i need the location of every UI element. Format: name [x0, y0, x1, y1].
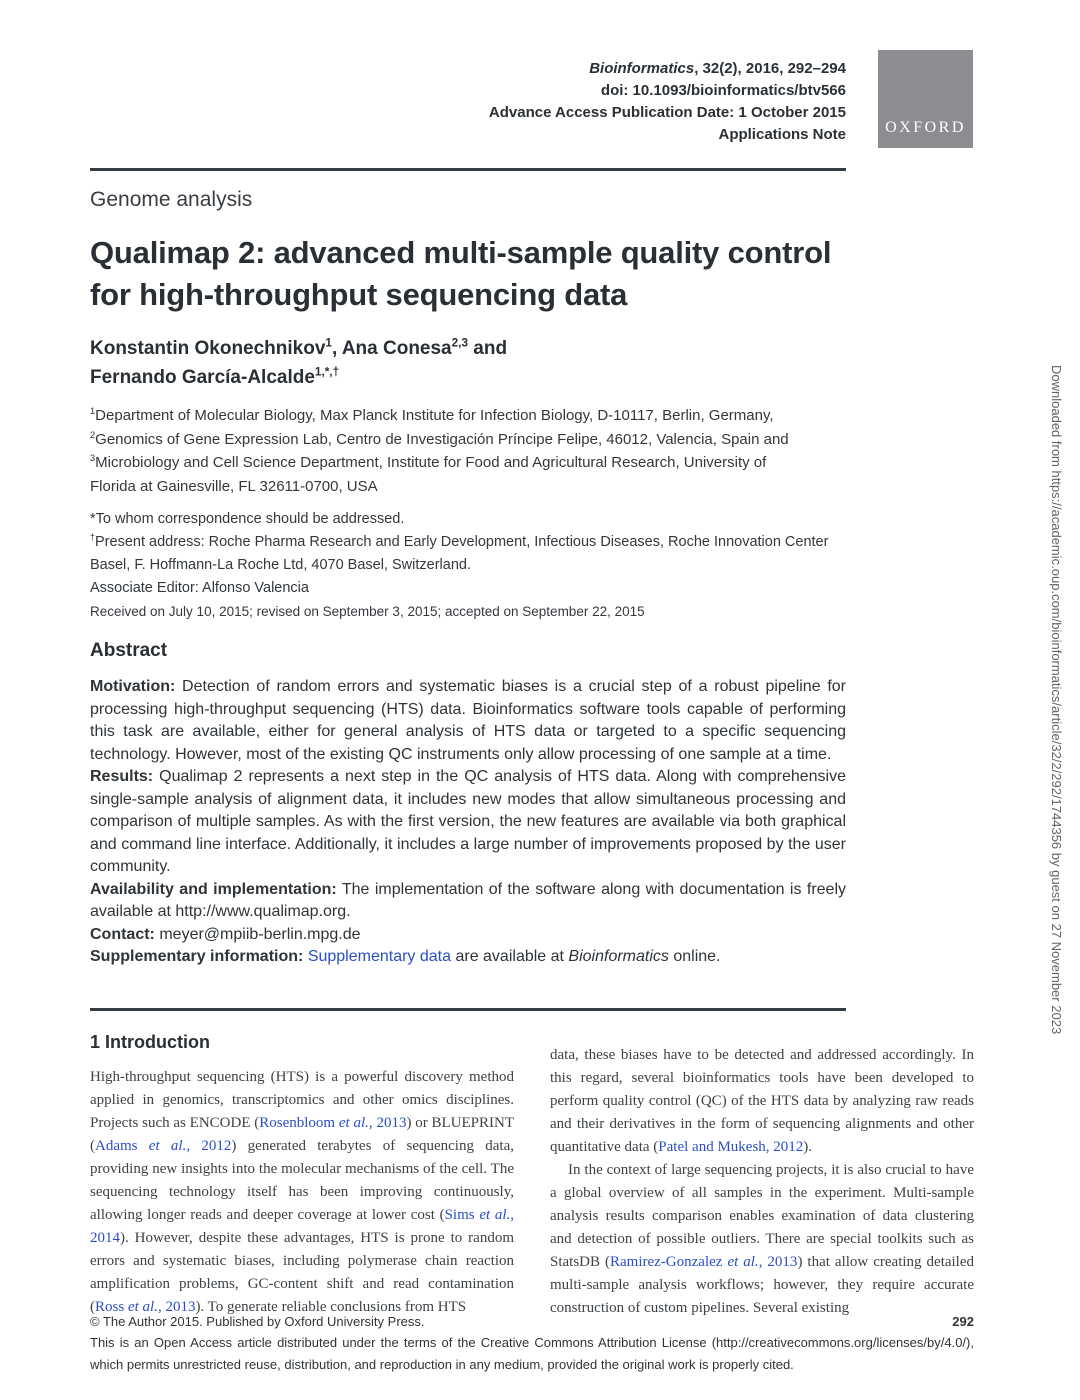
- text-segment: Qualimap 2 represents a next step in the QC analysis of HTS data. Along with comprehensive single-sample analysis of alignment data, it includes new modes that allow simultaneous processing and comparison of multiple samples. As with the first version, the new features are available via both graphical and command line interface. Additionally, it includes a large number of improvements proposed by the user community.: [90, 768, 846, 875]
- text-segment: 2: [90, 429, 96, 440]
- abstract-paragraph-availability: [90, 879, 846, 924]
- text-segment: ). However, despite these advantages, HTS is prone to random errors and systematic biases, including polymerase chain reaction amplification problems, GC-content shift and read contamination (: [90, 1230, 514, 1315]
- text-segment: Contact:: [90, 925, 155, 943]
- text-segment: Genomics of Gene Expression Lab, Centro de Investigación Príncipe Felipe, 46012, Valencia, Spain and: [95, 430, 789, 448]
- text-segment: 1,*,†: [314, 365, 340, 379]
- citation-link[interactable]: Patel and Mukesh, 2012: [658, 1139, 804, 1155]
- text-segment: Bioinformatics: [589, 60, 695, 77]
- doi-line: doi: 10.1093/bioinformatics/btv566: [600, 82, 846, 99]
- citation-link[interactable]: et al.: [479, 1207, 511, 1223]
- text-segment: 1: [325, 336, 332, 350]
- citation-link[interactable]: , 2012: [186, 1138, 232, 1154]
- citation-link[interactable]: Rosenbloom: [259, 1115, 339, 1131]
- text-segment: High-throughput sequencing (HTS) is a powerful discovery method applied in genomics, transcriptomics and other omics disciplines. Projects such as ENCODE (: [90, 1069, 514, 1131]
- article-category: Genome analysis: [90, 188, 253, 211]
- text-segment: Results:: [90, 768, 154, 785]
- citation-link[interactable]: , 2014: [90, 1207, 514, 1246]
- citation-link[interactable]: , 2013: [368, 1115, 407, 1131]
- text-segment: Detection of random errors and systematic biases is a crucial step of a robust pipeline for processing high-throughput sequencing (HTS) data. Bioinformatics software tools capable of performing this task are available, either for general analysis of HTS data or targeted to a specific sequencing technology. However, most of the existing QC instruments only allow processing of one sample at a time.: [90, 678, 846, 763]
- text-segment: , 32(2), 2016, 292–294: [694, 60, 846, 77]
- text-segment: online.: [668, 948, 721, 965]
- text-segment: Motivation:: [90, 678, 176, 695]
- abstract-body: [90, 676, 846, 969]
- received-dates: Received on July 10, 2015; revised on September 3, 2015; accepted on September 22, 2015: [90, 604, 645, 619]
- citation-link[interactable]: Ross: [95, 1299, 128, 1315]
- citation-link[interactable]: Ramirez-Gonzalez: [610, 1254, 728, 1270]
- introduction-column-right: [550, 1044, 974, 1320]
- page-number: 292: [952, 1314, 974, 1329]
- correspondence-note: *To whom correspondence should be addressed.: [90, 511, 405, 527]
- article-type-label: Applications Note: [718, 126, 846, 143]
- page-footer: [90, 1312, 974, 1376]
- text-segment: Department of Molecular Biology, Max Planck Institute for Infection Biology, D-10117, Berlin, Germany,: [95, 407, 774, 424]
- abstract-heading: Abstract: [90, 640, 168, 661]
- introduction-column-left: [90, 1066, 514, 1319]
- introduction-heading: 1 Introduction: [90, 1032, 210, 1052]
- abstract-divider-rule: [90, 1008, 846, 1011]
- oxford-university-press-logo: [878, 50, 973, 148]
- abstract-paragraph-contact: [90, 924, 846, 947]
- text-segment: Microbiology and Cell Science Department, Institute for Food and Agricultural Research, University of Florida at Gainesville, FL 32611-0700, USA: [90, 454, 767, 495]
- header-divider-rule: [90, 168, 846, 171]
- author-notes: [90, 508, 854, 600]
- text-segment: are available at: [451, 948, 569, 965]
- citation-link[interactable]: et al.: [727, 1254, 759, 1270]
- text-segment: Availability and implementation:: [90, 880, 337, 898]
- text-segment: and: [468, 338, 508, 359]
- text-segment: data, these biases have to be detected and addressed accordingly. In this regard, several bioinformatics tools have been developed to perform quality control (QC) of the HTS data by analyzing raw reads and their derivatives in the form of sequencing alignments and other quantitative data (: [550, 1047, 974, 1155]
- abstract-paragraph-supplementary: [90, 946, 846, 969]
- citation-link[interactable]: Supplementary data: [307, 948, 452, 965]
- author-line-2: [90, 363, 507, 392]
- oxford-logo-text: OXFORD: [885, 119, 966, 136]
- text-segment: Konstantin Okonechnikov: [90, 338, 326, 359]
- text-segment: ). To generate reliable conclusions from HTS: [195, 1299, 467, 1315]
- text-segment: ) that allow creating detailed multi-sample analysis workflows; however, they require accurate construction of custom pipelines. Several existing: [550, 1254, 975, 1316]
- advance-access-line: Advance Access Publication Date: 1 October 2015: [488, 104, 846, 121]
- text-segment: ) generated terabytes of sequencing data, providing new insights into the molecular mechanisms of the cell. The sequencing technology itself has been improving continuously, allowing longer reads and deeper coverage at lower cost (: [90, 1138, 515, 1223]
- associate-editor-note: Associate Editor: Alfonso Valencia: [90, 580, 309, 596]
- license-notice: This is an Open Access article distributed under the terms of the Creative Commons Attribution License (http://creativecommons.org/licenses/by/4.0/), which permits unrestricted reuse, distribution, and reproduction in any medium, provided the original work is properly cited.: [90, 1335, 974, 1372]
- abstract-paragraph-motivation: [90, 676, 846, 766]
- citation-link[interactable]: , 2013: [157, 1299, 196, 1315]
- text-segment: 2,3: [451, 336, 468, 350]
- text-segment: The implementation of the software along with documentation is freely available at http://www.qualimap.org.: [90, 880, 847, 920]
- abstract-paragraph-results: [90, 766, 846, 879]
- download-watermark: Downloaded from https://academic.oup.com/bioinformatics/article/32/2/292/1744356 by guest on 27 November 2023: [1049, 365, 1064, 1035]
- citation-link[interactable]: et al.: [338, 1115, 369, 1131]
- text-segment: ) or BLUEPRINT (: [90, 1115, 515, 1154]
- introduction-paragraph: [90, 1066, 514, 1319]
- journal-header: [90, 58, 846, 146]
- text-segment: , Ana Conesa: [331, 338, 452, 359]
- copyright-notice: © The Author 2015. Published by Oxford University Press.: [90, 1314, 425, 1329]
- citation-link[interactable]: et al.: [148, 1138, 187, 1154]
- text-segment: Supplementary information:: [90, 948, 304, 965]
- text-segment: In the context of large sequencing projects, it is also crucial to have a global overview of all samples in the experiment. Multi-sample analysis results comparison enables examination of data clustering and detection of possible outliers. There are special toolkits such as StatsDB (: [550, 1162, 974, 1270]
- text-segment: Fernando García-Alcalde: [90, 367, 315, 388]
- citation-link[interactable]: et al.: [127, 1299, 158, 1315]
- text-segment: †: [90, 532, 95, 543]
- journal-citation: [90, 58, 846, 80]
- text-segment: ).: [803, 1139, 813, 1155]
- citation-link[interactable]: Adams: [95, 1138, 149, 1154]
- article-title: Qualimap 2: advanced multi-sample quality control for high-throughput sequencing data: [90, 235, 832, 312]
- affiliations: [90, 404, 814, 498]
- text-segment: 1: [90, 406, 96, 416]
- text-segment: 3: [90, 453, 96, 463]
- citation-link[interactable]: Sims: [444, 1207, 480, 1223]
- introduction-paragraph: [550, 1044, 974, 1159]
- text-segment: meyer@mpiib-berlin.mpg.de: [154, 925, 361, 943]
- text-segment: Bioinformatics: [568, 948, 669, 965]
- author-list: [90, 334, 507, 392]
- citation-link[interactable]: , 2013: [758, 1254, 798, 1270]
- text-segment: Present address: Roche Pharma Research and Early Development, Infectious Diseases, Roche Innovation Center Basel, F. Hoffmann-La Roche Ltd, 4070 Basel, Switzerland.: [90, 534, 829, 573]
- introduction-paragraph: [550, 1159, 974, 1320]
- author-line-1: [90, 334, 507, 363]
- present-address-note: [90, 531, 854, 577]
